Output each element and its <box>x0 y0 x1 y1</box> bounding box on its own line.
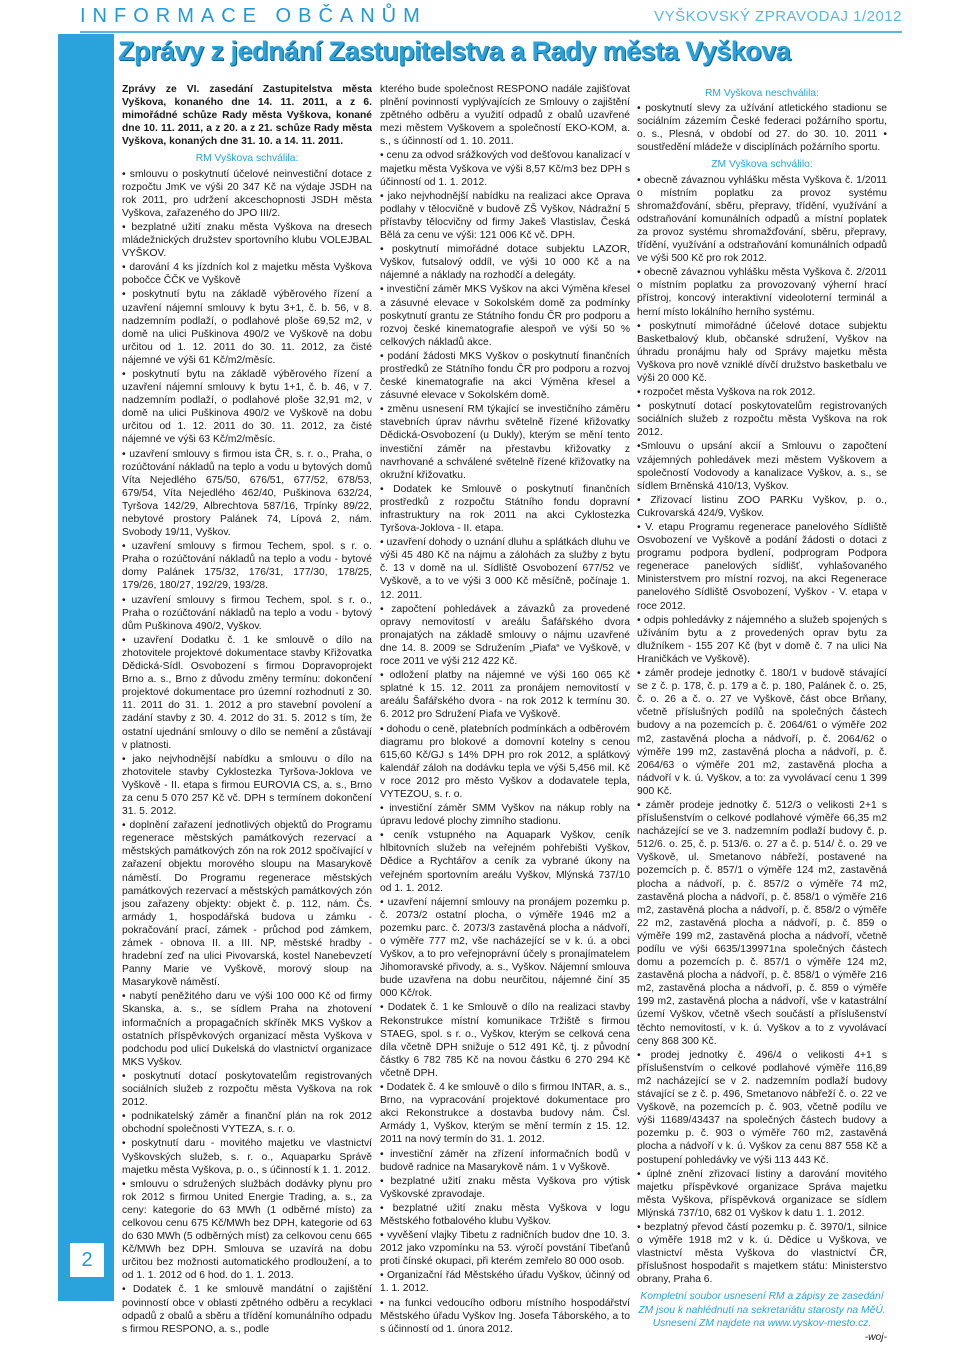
intro-paragraph: Zprávy ze VI. zasedání Zastupitelstva města Vyškova, konaného dne 14. 11. 2011, a z 6. mimořádné schůze Rady města Vyškova, konané dne 10. 11. 2011, a z 20. a z 21. schůze Rady města Vyškova, konaných dne 31. 10. a 14. 11. 2011. <box>122 84 372 148</box>
resolution-item: • poskytnutí dotací poskytovatelům registrovaných sociálních služeb z rozpočtu města Vyškova na rok 2012. <box>122 1070 372 1109</box>
resolution-item: • Dodatek č. 4 ke smlouvě o dílo s firmou INTAR, a. s., Brno, na vypracování projektové dokumentace pro akci Rekonstrukce a dostavba budovy nám. Čsl. Armády 1, Vyškov, kterým se mění termín z 15. 12. 2011 na nový termín do 31. 1. 2012. <box>380 1082 630 1146</box>
resolution-item: • jako nejvhodnější nabídku na realizaci akce Oprava podlahy v tělocvičně v budově ZŠ Vyškov, Nádražní 5 přístavby tělocvičny od firmy Jakeš Vlastislav, Česká Bělá za cenu ve výši: 121 006 Kč vč. DPH. <box>380 190 630 242</box>
section-title: INFORMACE OBČANŮM <box>80 5 427 27</box>
resolution-item: • uzavření smlouvy s firmou Techem, spol. s r. o. Praha o rozúčtování nákladů na teplo a vodu - bytové domy Palánek 175/32, 176/31, 177/30, 178/25, 179/26, 180/27, 192/29, 193/28. <box>122 541 372 592</box>
sidebar-stripe <box>58 34 114 1301</box>
resolution-item: • Dodatek č. 1 ke smlouvě mandátní o zajištění povinností obce v oblasti zpětného odběru a recyklaci odpadů z obalů a sběru a třídění komunálního odpadu s firmou RESPONO, a. s., podle <box>122 1284 372 1335</box>
closing-note: Kompletní soubor usnesení RM a zápisy ze zasedání ZM jsou k nahlédnutí na sekretariátu starosty na MěÚ. Usnesení ZM najdete na www.vyskov-mesto.cz. <box>638 1291 886 1329</box>
zm-approved-heading: ZM Vyškova schválilo: <box>711 159 813 171</box>
article-column-3 <box>637 83 887 1345</box>
resolution-item: • Organizační řád Městského úřadu Vyškov, účinný od 1. 1. 2012. <box>380 1270 630 1295</box>
resolution-item: • odpis pohledávky z nájemného a služeb spojených s užíváním bytu a z provedených oprav bytu za dlužníkem - 155 207 Kč (byt v domě č. 7 na ulici Na Hraničkách ve Vyškově). <box>637 614 887 665</box>
resolution-item: • Dodatek č. 1 ke Smlouvě o dílo na realizaci stavby Rekonstrukce místní komunikace Tržiště s firmou STAEG, spol. s r. o., Vyškov, kterým se celková cena díla včetně DPH snižuje o 512 491 Kč, tj. z původní částky 6 782 785 Kč na novou částku 6 270 294 Kč včetně DPH. <box>380 1002 630 1079</box>
resolution-item: • poskytnutí bytu na základě výběrového řízení a uzavření nájemní smlouvy k bytu 3+1, č. b. 56, v 8. nadzemním podlaží, o podlahové ploše 69,52 m2, v domě na ulici Puškinova 490/2 ve Vyškově na dobu určitou od 1. 12. 2011 do 30. 11. 2012, za čisté nájemné ve výši 61 Kč/m2/měsíc. <box>122 289 372 366</box>
resolution-item: • prodej jednotky č. 496/4 o velikosti 4+1 s příslušenstvím o celkové podlahové výměře 116,89 m2 nacházející se v 2. nadzemním podlaží budovy stávající se z č. p. 496, Smetanovo nábřeží č. o. 22 ve Vyškově, na pozemcích p. č. 903, včetně podílu ve výši 11689/43437 na společných částech budovy a pozemku p. č. 903 o výměře 760 m2, zastavěná plocha a nádvoří v k. ú. Vyškov za cenu 887 558 Kč a postupení pohledávky ve výši 113 443 Kč. <box>637 1049 887 1166</box>
resolution-item: • obecně závaznou vyhlášku města Vyškova č. 2/2011 o místním poplatku za provozovaný výherní hrací přístroj, koncový interaktivní videoloterní terminál a herní místo lokálního herního systému. <box>637 267 887 318</box>
resolution-item: • doplnění zařazení jednotlivých objektů do Programu regenerace městských památkových rezervací a městských památkových zón na rok 2012 spočívající v zařazení objektu morového sloupu na Masarykově náměstí. Do Programu regenerace městských památkových rezervací a městských památkových zón jsou zařazeny objekty: objekt č. p. 112, nám. Čs. armády 1, hospodářská budova u zámku - pokračování prací, zámek - průchod pod zámkem, zámek - obnova II. a III. NP, městské hradby - hradební zeď na ulici Pivovarská, kostel Nanebevzetí Panny Marie ve Vyškově, morový sloup na Masarykově náměstí. <box>122 820 372 989</box>
resolution-item: • úplné znění zřizovací listiny a darování movitého majetku příspěvkové organizace Správa majetku města Vyškova, příspěvková organizace se sídlem Mlýnská 737/10, 682 01 Vyškov k datu 1. 1. 2012. <box>637 1168 887 1219</box>
resolution-item: • změnu usnesení RM týkající se investičního záměru stavebních úprav návrhu světelně řízené křižovatky Dědická-Osvobození (u Dukly), kterým se mění tento investiční záměr na přestavbu křižovatky z navrhované a schválené světelně řízené křižovatky na okružní křižovatku. <box>380 404 630 481</box>
page-header <box>0 0 960 34</box>
resolution-item: • na funkci vedoucího odboru místního hospodářství Městského úřadu Vyškov Ing. Josefa Táborského, a to s účinností od 1. února 2012. <box>380 1297 630 1335</box>
resolution-item: • obecně závaznou vyhlášku města Vyškova č. 1/2011 o místním poplatku za provoz systému shromažďování, sběru, přepravy, třídění, využívání a odstraňování komunálních odpadů a místní poplatek za provoz systému shromažďování, sběru, přepravy, třídění, využívání a odstraňování komunálních odpadů ve výši 500 Kč pro rok 2012. <box>637 174 887 265</box>
resolution-item: • uzavření smlouvy s firmou ista ČR, s. r. o., Praha, o rozúčtování nákladů na teplo a vodu u bytových domů Víta Nejedlého 675/50, 676/51, 677/52, 678/53, 679/54, Víta Nejedlého 462/40, Puškinova 632/24, Tyršova 142/29, Albrechtova 587/16, Trpínky 89/22, nebytové prostory Palánek 74, Lípová 2, nám. Svobody 19/11, Vyškov. <box>122 448 372 539</box>
resolution-item: • uzavření nájemní smlouvy na pronájem pozemku p. č. 2073/2 ostatní plocha, o výměře 1946 m2 a pozemku parc. č. 2073/3 zastavěná plocha a nádvoří, o výměře 777 m2, vše nacházející se v k. ú. a obci Vyškov, a to pro veřejnoprávní účely s pronajímatelem Jihomoravské přivody, a. s., Vyškov. Nájemní smlouva bude uzavřena na dobu neurčitou, nájemné činí 35 000 Kč/rok. <box>380 896 630 1000</box>
rm-rejected-heading: RM Vyškova neschválila: <box>704 88 820 99</box>
resolution-item: • V. etapu Programu regenerace panelového Sídliště Osvobození ve Vyškově a podání žádosti o dotaci z programu podpora bydlení, podprogram Podpora regenerace panelových sídlišť, vyhlašovaného Ministerstvem pro místní rozvoj, na akci Regenerace panelového Sídliště Osvobození, Vyškov - V. etapa v roce 2012. <box>637 522 887 612</box>
resolution-item: • záměr prodeje jednotky č. 180/1 v budově stávající se z č. p. 178, č. p. 179 a č. p. 180, Palánek č. o. 25, č. o. 26 a č. o. 27 ve Vyškově, část obce Brňany, včetně příslušných podílů na společných částech budovy a na pozemcích p. č. 2064/61 o výměře 202 m2, zastavěná plocha a nádvoří, p. č. 2064/62 o výměře 199 m2, zastavěná plocha a nádvoří, p. č. 2064/63 o výměře 201 m2, zastavěná plocha a nádvoří v k. ú. Vyškov, a to: za vyvolávací cenu 1 399 900 Kč. <box>637 668 887 797</box>
resolution-item: • poskytnutí slevy za užívání atletického stadionu se sociálním zázemím České federaci požárního sportu, o. s., Plesná, v období od 27. do 30. 10. 2011 • soustředění mládeže v disciplínách požárního sportu. <box>637 103 887 154</box>
author-signature: -woj- <box>864 1331 887 1343</box>
resolution-item: • nabytí peněžitého daru ve výši 100 000 Kč od firmy Skanska, a. s., se sídlem Praha na zhotovení informačních a propagačních skříněk MKS Vyškov a ostatních příspěvkových organizací města Vyškova v podchodu pod ulicí Dukelská do vlastnictví organizace MKS Vyškov. <box>122 991 372 1068</box>
resolution-item: • smlouvu o sdružených službách dodávky plynu pro rok 2012 s firmou United Energie Trading, a. s., za ceny: kategorie do 63 MWh (1 odběrné místo) za celkovou cenu 675 Kč/MWh bez DPH, kategorie od 63 do 630 MWh (5 odběrných míst) za celkovou cenu 665 Kč/MWh bez DPH. Smlouva se uzavírá na dobu určitou bez možnosti automatického prodloužení, a to od 1. 1. 2012 od 6 hod. do 1. 1. 2013. <box>122 1178 372 1282</box>
resolution-item: • ceník vstupného na Aquapark Vyškov, ceník hlbitovních služeb na veřejném pohřebišti Vyškov, Dědice a Rychtářov a ceník za vybrané úkony na veřejném sportovním areálu Vyškov, Mlýnská 737/10 od 1. 1. 2012. <box>380 830 630 894</box>
resolution-item: • poskytnutí mimořádné účelové dotace subjektu Basketbalový klub, občanské sdružení, Vyškov na úhradu pronájmu haly od Správy majetku města Vyškova pro nově vzniklé dívčí družstvo basketbalu ve výši 20 000 Kč. <box>637 320 887 384</box>
issue-label: VYŠKOVSKÝ ZPRAVODAJ 1/2012 <box>654 8 902 25</box>
resolution-item: • jako nejvhodnější nabídku a smlouvu o dílo na zhotovitele stavby Cyklostezka Tyršova-Joklova ve Vyškově - II. etapa s firmou EUROVIA CS, a. s., Brno za cenu 5 070 257 Kč vč. DPH s termínem dokončení 31. 5. 2012. <box>122 753 372 818</box>
resolution-item: • uzavření Dodatku č. 1 ke smlouvě o dílo na zhotovitele projektové dokumentace stavby Křižovatka Dědická-Sídl. Osvobození s firmou Dopravoprojekt Brno a. s., Brno z důvodu změny termínu: dokončení projektové dokumentace pro územní rozhodnutí z 30. 11. 2011 do 31. 1. 2012 a pro stavební povolení a zadání stavby z 30. 4. 2012 do 31. 5. 2012 s tím, že ostatní ujednání smlouvy o dílo se nemění a zůstávají v platnosti. <box>122 634 372 751</box>
resolution-item: • uzavření dohody o uznání dluhu a splátkách dluhu ve výši 45 480 Kč na nájmu a zálohách za služby z bytu č. 13 v domě na ul. Sídliště Osvobození 677/52 ve Vyškově, a to ve výši 3 000 Kč měsíčně, počínaje 1. 12. 2011. <box>380 537 630 601</box>
resolution-item: • záměr prodeje jednotky č. 512/3 o velikosti 2+1 s příslušenstvím o celkové podlahové výměře 66,35 m2 nacházející se ve 3. nadzemním podlaží budovy č. p. 512/6. o. 25, č. p. 513/6. o. 27 a č. p. 514/ č. o. 29 ve Vyškově, ul. Smetanovo nábřeží, postavené na pozemcích p. č. 857/1 o výměře 124 m2, zastavěná plocha a nádvoří, p. č. 857/2 o výměře 74 m2, zastavěná plocha a nádvoří, p. č. 858/1 o výměře 216 m2, zastavěná plocha a nádvoří, p. č. 858/2 o výměře 22 m2, zastavěná plocha a nádvoří, p. č. 859 o výměře 199 m2, zastavěná plocha a nádvoří, včetně podílu ve výši 6635/139971na společných částech domu a pozemcích p. č. 857/1 o výměře 124 m2, zastavěná plocha a nádvoří, p. č. 858/1 o výměře 216 m2, zastavěná plocha a nádvoří, p. č. 859 o výměře 199 m2, zastavěná plocha a nádvoří, vše v katastrální území Vyškov, včetně všech součástí a příslušenství těchto nemovitostí, v k. ú. Vyškov a to z vyvolávací ceny 868 300 Kč. <box>637 799 887 1047</box>
resolution-item: • poskytnutí bytu na základě výběrového řízení a uzavření nájemní smlouvy k bytu 1+1, č. b. 46, v 7. nadzemním podlaží, o podlahové ploše 32,91 m2, v domě na ulici Puškinova 490/2 ve Vyškově na dobu určitou od 1. 12. 2011 do 30. 11. 2012, za čisté nájemné ve výši 63 Kč/m2/měsíc. <box>122 368 372 446</box>
article-column-2 <box>380 83 630 1337</box>
article-column-1 <box>122 83 372 1337</box>
resolution-item: • investiční záměr MKS Vyškov na akci Výměna křesel a zásuvné elevace v Sokolském domě za podmínky poskytnutí grantu ze Státního fondu ČR pro podporu a rozvoj české kinematografie alespoň ve výši 50 % celkových nákladů akce. <box>380 284 630 348</box>
resolution-item: • poskytnutí dotací poskytovatelům registrovaných sociálních služeb z rozpočtu města Vyškova na rok 2012. <box>637 401 887 439</box>
resolution-item: • poskytnutí mimořádné dotace subjektu LAZOR, Vyškov, futsalový oddíl, ve výši 10 000 Kč a na nájemné a náklady na rozhodčí a delegáty. <box>380 244 630 282</box>
resolution-item: • dohodu o ceně, platebních podmínkách a odběrovém diagramu pro blokové a domovní kotelny s cenou 615,60 Kč/GJ s 14% DPH pro rok 2012, a splátkový kalendář záloh na dodávku tepla ve výši 5,456 mil. Kč v roce 2012 pro město Vyškov a dodavatele tepla, VYTEZOU, s. r. o. <box>380 723 630 800</box>
resolution-item: • investiční záměr SMM Vyškov na nákup robly na úpravu ledové plochy zimního stadionu. <box>380 803 630 828</box>
header-rule <box>80 31 902 33</box>
resolution-item: • cenu za odvod srážkových vod dešťovou kanalizací v majetku města Vyškova ve výši 8,57 Kč/m3 bez DPH s účinností od 1. 1. 2012. <box>380 150 630 188</box>
resolution-item: • investiční záměr na zřízení informačních bodů v budově radnice na Masarykově nám. 1 v Vyškově. <box>380 1148 630 1173</box>
resolution-item: •Smlouvu o upsání akcií a Smlouvu o započtení vzájemných pohledávek mezi městem Vyškovem a společností Vodovody a kanalizace Vyškov, a. s., se sídlem Brněnská 410/13, Vyškov. <box>637 441 887 492</box>
resolution-item: • podání žádosti MKS Vyškov o poskytnutí finančních prostředků ze Státního fondu ČR pro podporu a rozvoj české kinematografie na akci Výměna křesel a zásuvné elevace v Sokolském domě. <box>380 350 630 402</box>
resolution-item: • darování 4 ks jízdních kol z majetku města Vyškova pobočce ČČK ve Vyškově <box>122 262 372 287</box>
resolution-item: • uzavření smlouvy s firmou Techem, spol. s r. o., Praha o rozúčtování nákladů na teplo a vodu - bytový dům Puškinova 490/2, Vyškov. <box>122 594 372 632</box>
rm-approved-heading: RM Vyškova schválila: <box>195 153 299 165</box>
resolution-item: • vyvěšení vlajky Tibetu z radničních budov dne 10. 3. 2012 jako vzpomínku na 53. výročí povstání Tibeťanů proti čínské okupaci, při kterém zemřelo 80 000 osob. <box>380 1230 630 1268</box>
resolution-item: • bezplatné užití znaku města Vyškova na dresech mládežnických družstev sportovního klubu VOLEJBAL VYŠKOV. <box>122 221 372 260</box>
resolution-item: • odložení platby na nájemné ve výši 160 065 Kč splatné k 15. 12. 2011 za pronájem nemovitostí v areálu Šafářského dvora - na rok 2012 k termínu 30. 6. 2012 pro Sdružení Piafa ve Vyškově. <box>380 670 630 721</box>
resolution-item: • bezplatný převod částí pozemku p. č. 3970/1, silnice o výměře 1918 m2 v k. ú. Dědice u Vyškova, ve vlastnictví města Vyškova do vlastnictví ČR, příslušnost hospodařit s majetkem státu: Ministerstvo obrany, Praha 6. <box>637 1221 887 1286</box>
resolution-item: • Dodatek ke Smlouvě o poskytnutí finančních prostředků z rozpočtu Státního fondu dopravní infrastruktury na rok 2011 na akci Cyklostezka Tyršova-Joklova - II. etapa. <box>380 483 630 535</box>
article-headline: Zprávy z jednání Zastupitelstva a Rady města Vyškova <box>118 36 791 66</box>
resolution-item: • Zřizovací listinu ZOO PARKu Vyškov, p. o., Cukrovarská 424/9, Vyškov. <box>637 494 887 519</box>
page-number: 2 <box>70 1243 104 1277</box>
resolution-item: • bezplatné užití znaku města Vyškova v logu Městského fotbalového klubu Vyškov. <box>380 1202 630 1227</box>
resolution-item: • smlouvu o poskytnutí účelové neinvestiční dotace z rozpočtu JmK ve výši 20 347 Kč na výdaje JSDH na rok 2011, pro udržení akceschopnosti JSDH města Vyškova, zařazeného do JPO III/2. <box>122 168 372 219</box>
resolution-item: • poskytnutí daru - movitého majetku ve vlastnictví Vyškovských služeb, s. r. o., Aquaparku Správě majetku města Vyškova, p. o., s účinností k 1. 1. 2012. <box>122 1138 372 1176</box>
resolution-item: • rozpočet města Vyškova na rok 2012. <box>637 387 816 399</box>
resolution-item: kterého bude společnost RESPONO nadále zajišťovat plnění povinností vyplývajících ze Smlouvy o zajištění zpětného odběru a využití odpadů z obalů uzavřené mezi městem Vyškovem a společností EKO-KOM, a. s., s účinností od 1. 10. 2011. <box>380 84 630 148</box>
resolution-item: • započtení pohledávek a závazků za provedené opravy nemovitostí v areálu Šafářského dvora pronajatých na základě smlouvy o nájmu uzavřené dne 14. 8. 2009 se Sdružením „Piafa“ ve Vyškově, v roce 2011 ve výši 212 422 Kč. <box>380 603 630 668</box>
resolution-item: • podnikatelský záměr a finanční plán na rok 2012 obchodní společnosti VYTEZA, s. r. o. <box>122 1111 372 1136</box>
resolution-item: • bezplatné užití znaku města Vyškova pro výtisk Vyškovské zpravodaje. <box>380 1175 630 1200</box>
